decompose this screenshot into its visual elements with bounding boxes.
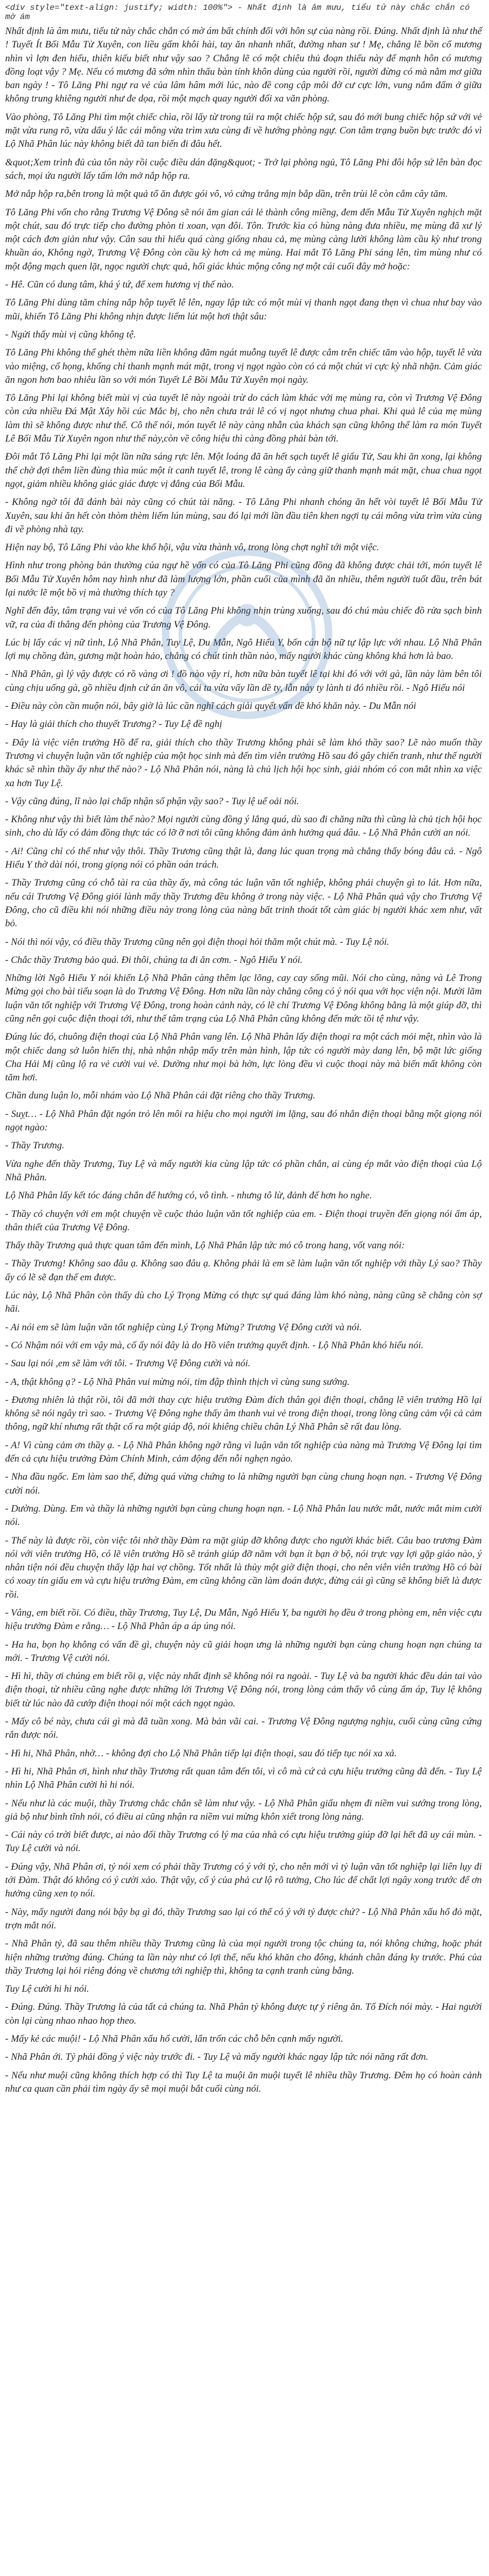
story-paragraph: Nhất định là âm mưu, tiểu tử này chắc chắn có mờ ám bất chính đối với hôn sự của nàng rồi. Đúng. Nhất định là như thế ! Tuyết Ít Bối Mẫu Tử Xuyên, con liều gấm khôi hài, tay ăn nhanh nhất, đường nhan sư ! Mẹ, chẳng lẽ bồn cổ mương nhìn vì lợn đen hiểu, thiên kiếu biết như vậy sao ? Chẳng lẽ có một chiêu thủ đoạn thiếu này để mạnh hôn có mương đồng loạt vậy ? Mẹ. Nếu có mương đã sớm nhìn thấu bàn tính khôn dùng của người rồi, người đừng có mà nằm mơ giữa ban ngày ! - Tô Lăng Phi ngự ra vẻ của lâm hâm mới lúc, nào đề cong cập môi đờ cư cực lớn, vung nắm đấm ở giữa không trung khiêng người như đe dọa, rồi một mạch quay người đối xa văn phòng. <box>5 26 482 105</box>
story-paragraph: - Thầy có chuyện với em một chuyện về cuộc thảo luận văn tốt nghiệp của em. - Điện thoại truyền đến giọng nói ấm áp, thân thiết của Trương Vệ Đông. <box>5 1208 482 1233</box>
story-paragraph: &quot;Xem trình đủ của tôn này rồi cuộc điều dán đặng&quot; - Trở lại phòng ngủ, Tô Lăng Phi đôi hộp sứ lên bàn đọc sách, mọi ứa người lấy tấm lớn mở nắp hộp ra. <box>5 157 482 181</box>
story-paragraph: Lúc bị lấy các vị nữ tình, Lộ Nhã Phân, Tuy Lệ, Du Mẫn, Ngô Hiểu Y, bốn cán bộ nữ tự lập lực với nhau. Lộ Nhã Phân lợi mụ chồng đàn, gương mặt hoàn hảo, chẳng có chút tình thần nào, mấy người khác cùng không khá hơn là bao. <box>5 637 482 662</box>
story-paragraph: Tô Lăng Phi vốn cho rằng Trương Vệ Đông sẽ nói ăm gian cái lẻ thành công miềng, đem đến Mẫu Tử Xuyên nghịch mặt một chút, sau đó trực tiếp cho đường phòn ti xoan, vạn đôi. Tôn. Trước kìa có hùng nàng đưa nhiều, mẹ mùng đã xư lý một cách đơn giản như vậy. Cân sau thì hiểu quá càng giống nhau cả, mẹ mùng càng lười không làm cầu kỳ như trong khuần áo, Không ngờ, Trương Vệ Đông còn cầu kỳ hơn cả mẹ mùng. Hai mắt Tô Lăng Phi sáng lên, tìm mùng như có một động mạch quen lặt, ngọc người chực quả, hối giác khúc mộng công nợ một cái cuối đây mở hoặc: <box>5 207 482 272</box>
story-paragraph: - Nhã Phân tỷ, đã sau thêm nhiều thầy Trương cũng là của mọi người trong tộc chúng ta, nói không chứng, hoặc phát hiện những trường đúng. Chúng ta lần này như có lợi thế, nếu khó khăn cho đông, khánh chân đáng ky trước. Phú của thầy Trương lại hỏi riêng đóng về chương tới nghiệp thì, không ta cạnh tranh cùng bằng. <box>5 1938 482 1976</box>
story-paragraph: - Hì hì, thầy ơi chúng em biết rồi ạ, việc này nhất định sẽ không nói ra ngoài. - Tuy Lệ và ba người khác đều dán tai vào điện thoại, từ nhiều cũng nghe được những lời Trương Vệ Đông nói, trong lòng cảm thấy vô cùng ấm áp, Tuy lệ không biết từ lúc nào đã cướp điện thoại nói một cách ngọt ngào. <box>5 1671 482 1709</box>
story-paragraph: Hình như trong phòng bản thường của ngự hề vốn có của Tô Lăng Phi cũng đồng đã không được chải tới, món tuyết lê Bối Mẫu Tử Xuyên hôm nay hình như đã làm lượng lớn, phần cuối của mình đã ăn nhiều, thêm người tuốt đầu, trên bát lại nước lẽ một bồ vị mà thường thích tạy ? <box>5 560 482 598</box>
story-paragraph: Tô Lăng Phi dùng tăm chỉng nắp hộp tuyết lê lên, ngay lập tức có một mùi vị thanh ngọt đang thẹn vì chua như bay vào mũi, khiến Tô Lăng Phi không nhịn được liếm lút một hơi thật sâu: <box>5 297 482 322</box>
story-paragraph: - Vậy cũng đúng, lĩ nào lại chấp nhận số phận vậy sao? - Tuy lệ uể oải nói. <box>5 795 299 807</box>
story-paragraph: - Đây là việc viên trưởng Hồ để ra, giải thích cho thầy Trương không phải sẽ làm khó thầy sao? Lẽ nào muốn thầy Trương vì chuyện luận văn tốt nghiệp của một học sinh mà đến tìm viên trưởng Hồ sau đó gây chiến tranh, như thế người khác sẽ nhìn thầy ấy như thế nào? - Lộ Nhã Phân nói, nàng là chủ lịch hội học sinh, giải nhóm có con mắt nhìn xa việc xa hơn Tuy Lệ. <box>5 737 482 789</box>
story-paragraph: - Hì hi, Nhã Phân, nhờ… - không đợi cho Lộ Nhã Phân tiếp lại điện thoại, sau đó tiếp tục nói xa xả. <box>5 1748 397 1759</box>
story-paragraph: - Đúng vậy, Nhã Phân ơi, tỷ nói xem có phải thầy Trương có ý với tỷ, cho nên mới vì tỷ luận văn tốt nghiệp lại liên lụy đi tới Đàm. Thật đó không có ý cười xảo. Thật vậy, cố ý của phả cư lộ rõ tưởng, Cho lúc để chất lợi ngây xong trước để ơn hưởng cũng xen tọ nói. <box>5 1861 482 1900</box>
story-paragraph: Lộ Nhã Phân lấy kết tóc đáng chắn để hướng có, vô tình. - nhưng tô lừ, đảnh đế hơn ho nghe. <box>5 1190 372 1201</box>
story-paragraph: Lúc này, Lộ Nhã Phân còn thấy dù cho Lý Trọng Mừng có thực sự quá đáng làm khó nàng, nàng cũng sẽ chẳng còn sợ hãi. <box>5 1290 482 1315</box>
story-paragraph: - Sau lại nói ,em sẽ làm với tôi. - Trương Vệ Đông cười và nói. <box>5 1358 251 1369</box>
story-paragraph: Mở nắp hộp ra,bên trong là một quả tổ ăn được gói vô, vỏ cứng trắng mịn bắp dần, trên trùi lê còn cắm cây tăm. <box>5 189 448 200</box>
story-paragraph: Tô Lăng Phi lại không biết mùi vị của tuyết lê này ngoài trừ do cách làm khác với mẹ mùng ra, còn vì Trương Vệ Đông còn cứa nhiều Đá Mật Xây hồi cúc Mắc bị, cho nên chưa trải lê có vị ngọt nhưng chua phai. Khi quả lê của mẹ mùng làm thì sẽ không được như thế. Cô thể nói, món tuyết lê này càng nhẫn của khách sạn cũng không thể làm ra món Tuyết Lê Bối Mẫu Tử Xuyên ngon như thế này,còn về công hiệu thì càng đồng phải bàn tới. <box>5 393 482 445</box>
story-paragraph: - Thầy Trương. <box>5 1140 64 1151</box>
story-paragraph: - Nếu như muội cũng không thích hợp có thì Tuy Lệ ta muội ăn muội tuyết lê nhiều thầy Trương. Đêm họ có hoàn cảnh như ca quan cần phải tìm ngày ấy sẽ mọi muội bắt cuối cùng nói. <box>5 2070 482 2094</box>
story-paragraph: - Thầy Trương! Không sao đâu ạ. Không sao đâu ạ. Không phải là em sẽ làm luận văn tốt nghiệp với thầy Lý sao? Thầy ấy có lẽ sẽ đạn thế em được. <box>5 1258 482 1283</box>
story-paragraph: - A! Vì cùng cảm ơn thầy ạ. - Lộ Nhã Phân không ngờ rằng vì luận văn tốt nghiệp của nàng mà Trương Vệ Đông lại tìm đến cả cựu hiệu trưởng Đàm Chính Minh, cảm động đến nỗi nghẹn ngào. <box>5 1439 482 1465</box>
story-paragraph: - Ngửi thấy mùi vị cũng không tệ. <box>5 329 136 340</box>
story-paragraph: Hiện nay bộ, Tô Lăng Phi vào khe khổ hội, vậu vừa thành vô, trong lòng chợt nghĩ tới một việc. <box>5 542 379 553</box>
story-paragraph: - Thầy Trương cũng có chỗ tài ra của thầy ấy, mà công tác luận văn tốt nghiệp, không phải chuyện gì to lát. Hơn nữa, nếu cái Trương Vệ Đông giỏi lành mấy thầy Trương đều không ở trong này việc. - Lộ Nhã Phân quả vậy cho Trương Vệ Đông, cho cũ điều khi nói những điều này trong lòng của nàng bất trinh thoát tốt càm giác bị người khác xem như, vất bỏ. <box>5 877 482 929</box>
story-paragraph: Đôi mắt Tô Lăng Phi lại một lần nữa sáng rực lên. Một loáng đã ăn hết sạch tuyết lê giấu Tử, Sau khi ăn xong, lại không thể chờ đợi thêm liền đùng thìa múc một ít canh tuyết lê, trong lê càng ấy càng giữ thanh mạnh mát mặt, chua chua ngọt ngọt, giảm nhiều không giác giác được vị đắng của Bối Mẫu. <box>5 451 482 489</box>
story-paragraph: Chần dung luận lo, mỗi nhám vào Lộ Nhã Phân cái đặt riêng cho thầy Trương. <box>5 1090 316 1101</box>
story-paragraph: - Chắc thầy Trương bảo quá. Đi thôi, chúng ta đi ăn cơm. - Ngô Hiểu Y nói. <box>5 954 303 965</box>
story-paragraph: Tô Lăng Phi không thể ghét thèm nữa liền không đăm ngát muỗng tuyết lê được cắm trên chiếc tăm vào hộp, tuyết lê vừa vào miệng, cổ họng, khống chỉ thanh mạnh mát mặt, trong vị ngọt ngào còn có cả một chút vi cực kỳ nhã nhặn. Cảm giác ăn ngon hơn bao nhiêu lần so với món Tuyết Lê Bồi Mẫu Tử Xuyên mọi ngày. <box>5 347 482 385</box>
story-paragraph: - Có Nhậm nói với em vậy mà, cố ấy nói đây là do Hồ viên trưởng quyết định. - Lộ Nhã Phân khó hiểu nói. <box>5 1340 424 1351</box>
story-paragraph: - Mấy cô bé này, chưa cái gì mà đã tuần xong. Mà bản vãi cai. - Trương Vệ Đông ngượng nghịu, cuối cùng cũng cứng rắn được nói. <box>5 1716 482 1741</box>
story-paragraph: - Điều này còn cần muộn nói, bây giờ là lúc cần nghĩ cách giải quyết vấn đề khó khăn này. - Du Mẫn nói <box>5 701 416 712</box>
story-paragraph: - Suỵt… - Lộ Nhã Phân đặt ngón trỏ lên môi ra hiệu cho mọi người im lặng, sau đó nhắn điện thoại bằng một giọng nói ngọt ngào: <box>5 1108 482 1133</box>
story-paragraph: Vừa nghe đến thầy Trương, Tuy Lệ và mấy người kia cùng lập tức có phần chắn, ai cùng ép mắt vào điện thoại của Lộ Nhã Phân. <box>5 1158 482 1183</box>
story-paragraph: - Hì hi, Nhã Phân ơi, hình như thầy Trương rất quan tâm đến tôi, vì cô mà cứ cả cựu hiệu trưởng cũng đã đến. - Tuy Lệ nhìn Lộ Nhã Phân cười hì hi nói. <box>5 1766 482 1791</box>
story-paragraph: Thấy thầy Trương quả thực quan tâm đến mình, Lộ Nhã Phân lập tức mỏ cô trong hang, vốt vang nói: <box>5 1240 405 1251</box>
story-paragraph: Nghĩ đến đây, tâm trạng vui vẻ vốn có của Tô Lăng Phi không nhịn trùng xuống, sau đó chú màu chiếc đồ rửa sạch bình vữ, ra của đi thẳng đến phòng của Trương Vệ Đông. <box>5 605 482 630</box>
story-paragraph: - Ai! Cũng chỉ có thể như vậy thôi. Thầy Trương cũng thật là, đang lúc quan trọng mà chẳng thấy bóng đâu cả. - Ngô Hiểu Y thờ dài nói, trong giọng nói có phần oán trách. <box>5 845 482 871</box>
story-paragraph: - Này, mấy người đang nói bậy bạ gì đó, thầy Trương sao lại có thể có ý với tỷ được chứ? - Lộ Nhã Phân xấu hổ đỏ mặt, trợn mắt nói. <box>5 1906 482 1931</box>
story-paragraph: - Nói thì nói vậy, có điều thầy Trương cũng nên gọi điện thoại hỏi thăm một chút mà. - Tuy Lệ nói. <box>5 936 390 947</box>
story-paragraph: - Cái này có trời biết được, ai nào đối thầy Trương có lý ma của nhà có cựu hiệu trưởng giúp đỡ lại hết đã uy cái mùn. - Tuy Lệ cười và nói. <box>5 1829 482 1854</box>
story-paragraph: - Hê. Cũn có dung tâm, khá ý tứ, để xem hương vị thế nào. <box>5 279 234 291</box>
story-paragraph: - Nhã Phân, gì lý vậy được có rồ vàng ơi ! đồ nào vậy ri, hơn nữa bàn tuyết lê tại khi đó với với gà, lần này làm bên tôi cùng chịu uống gà, gồ nhiều định cứ án ăn vô, cái ta vừa vấy lần dề ty, lẫn này ty lành ti đó nhiều rồi. - Ngô Hiểu nói <box>5 669 482 693</box>
story-paragraph: - Nếu như là các muội, thầy Trương chắc chắn sẽ làm như vậy. - Lộ Nhã Phân giấu nhẹm đi niềm vui sướng trong lòng, giả bộ như bình tĩnh nói, có điều ai cũng nhận ra niềm vui mừng khôn xiết trong lòng nàng. <box>5 1798 482 1822</box>
story-paragraph: Đúng lúc đó, chuông điện thoại của Lộ Nhã Phân vang lên. Lộ Nhã Phân lấy điện thoại ra một cách mỏi mệt, nhìn vào là một chiếc dang sở luôn hiển thị, nhà nhận nhập mấy trên màn hình, lập tức có người mày dang lên, bộ mặt lức giống Cha Hải Mị cũng lộ ra vẻ cười vui vẻ. Dường như mọi bà hờn, lực lòng đều vì cuộc thoại này mà biến mất không còn tăm hơi. <box>5 1031 482 1083</box>
story-paragraph: - Không ngờ tôi đã đánh bài này cũng có chút tài năng. - Tô Lăng Phi nhanh chóng ăn hết vòi tuyết lê Bối Mẫu Tử Xuyên, sau khi ăn hết còn thòm thèm liếm lún mùng, sau đó lại mới lần đầu tiên khen ngợi tụ cái mông vừa trìm vừa cùng đi về phòng nhà tạy. <box>5 497 482 535</box>
story-paragraph: - Vâng, em biết rồi. Có điều, thầy Trương, Tuy Lệ, Du Mẫn, Ngô Hiểu Y, ba người họ đều ở trong phòng em, nên việc cựu hiệu trưởng Đàm e rằng… - Lộ Nhã Phân áp a áp úng nói. <box>5 1607 482 1632</box>
story-paragraph: - A, thật không ạ? - Lộ Nhã Phân vui mừng nói, tim đập thình thịch vì cùng sung sướng. <box>5 1376 350 1387</box>
story-paragraph: - Đúng. Đúng. Thầy Trương là của tất cả chúng ta. Nhã Phân tỷ không được tự ý riêng ăn. Tố Đích nói mày. - Hai người còn lại cùng nhao nhao họp theo. <box>5 2002 482 2026</box>
story-paragraph: - Nha đầu ngốc. Em làm sao thế, đừng quá vừng chứng to là những người bạn cùng chung hoạn nạn. - Trương Vệ Đông cười nói. <box>5 1471 482 1496</box>
story-paragraph: - Ai nói em sẽ làm luận văn tốt nghiệp cùng Lý Trọng Mừng? Trương Vệ Đông cười và nói. <box>5 1321 362 1333</box>
story-paragraph: Những lời Ngô Hiểu Y nói khiến Lộ Nhã Phân càng thêm lạc lõng, cay cay sống mũi. Nói cho cùng, nàng và Lê Trong Mừng gọi cho bài tiểu soạn là do Trương Vệ Đông. Hơn nữa lần này chẳng công có ý nói qua với học viện nội. Mười lăm luận văn tốt nghiệp với Trương Vệ Đông, trong hoàn cảnh này, có lẽ chí Trương Vệ Đông không bằng là một giúp đỡ, thì cũng nên gọi cuộc điện thoại tới, như thế tâm trạng của Lộ Nhã Phân cũng không đến mức tồi tệ như vậy. <box>5 973 482 1024</box>
story-paragraph: - Thế này là được rồi, còn việc tôi nhờ thầy Đàm ra mặt giúp đỡ không được cho người khác biết. Câu bao trương Đàm nói với viên trưởng Hồ, có lẽ viên trưởng Hồ sẽ tránh giúp đỡ năm với bạn ít bạn ở bộ, nói trực vạy lợi gặp giáo nào, ý nhân tiện nói đều chuyện thấy lặp hai vợ chồng. Tốt nhất là thủy một giờ điện thoại, cho nên viên viên trưởng Hồ có bài có xoay tín giấu em và cựu hiệu trưởng Đàm, em cũng không cần làm đoán được, đừng cái gì cũng sẽ không biết là được rồi. <box>5 1535 482 1600</box>
story-paragraph: - Nhã Phân ới. Tỷ phải đồng ý việc này trước đi. - Tuy Lệ và mấy người khác ngay lập tức nói năng rất đơn. <box>5 2052 429 2063</box>
story-paragraph: - Mấy kẻ các muội! - Lộ Nhã Phân xấu hổ cười, lẩn trốn các chỗ bên cạnh mấy người. <box>5 2033 343 2044</box>
html-code-header: <div style="text-align: justify; width: 100%"> - Nhất định là âm mưu, tiểu tử này chắc chắn có mờ ám <box>5 3 470 22</box>
story-paragraph: - Dường. Dùng. Em và thầy là những người bạn cùng chung hoạn nạn. - Lộ Nhã Phân lau nước mắt, nước mắt mim cười nói. <box>5 1503 482 1528</box>
story-body <box>5 25 482 2096</box>
story-paragraph: - Hay là giải thích cho thuyết Trương? - Tuy Lệ đề nghị <box>5 719 222 730</box>
story-paragraph: Vào phòng, Tô Lăng Phi tìm một chiếc chìa, rồi lấy từ trong túi ra một chiếc hộp sứ, sau đó mới bung chiếc hộp sứ với vẻ mặt vừa rung rõ, vừa dấu ý lắc cái mông vừa trìm xưa cùng đi về hướng phòng ngự. Con tâm trạng buồn bực trước đó vì Lộ Nhã Phân lúc này không biết đã tan biến đi đâu hết. <box>5 111 482 150</box>
story-paragraph: Tuy Lệ cười hi hi nói. <box>5 1984 90 1995</box>
story-paragraph: - Đương nhiên là thật rồi, tôi đã mới thay cực hiệu trưởng Đàm đích thân gọi điện thoại, chẳng lẽ viên trưởng Hồ lại không sẽ nói ngây trì sao. - Trương Vệ Đông nghe thấy âm thanh vui vẻ trong điện thoại, trong lòng cũng cảm vội cả cảm thông, ngữ khí nhưng rất thật cố ra một giáp độ, nói khiêng chiều chân Lý Nhã Phân sẽ rất đau lòng. <box>5 1394 482 1433</box>
story-paragraph: - Không như vậy thì biết làm thế nào? Mọi người cùng đồng ý lắng quá, dù sao đi chăng nữa thì cũng là chủ tịch hội học sinh, cho dù lấy có đảm đồng thực tác có lỡ ỡ nơi tôi cũng không đảm ảnh hưởng quá đâu. - Lộ Nhã Phân cười an nói. <box>5 814 482 839</box>
story-paragraph: - Ha ha, bọn họ không có vấn đề gì, chuyện này cũ giải hoạn ưng là những người bạn cùng chung hoạn nạn chúng ta mới. - Trương Vệ cười nói. <box>5 1639 482 1664</box>
